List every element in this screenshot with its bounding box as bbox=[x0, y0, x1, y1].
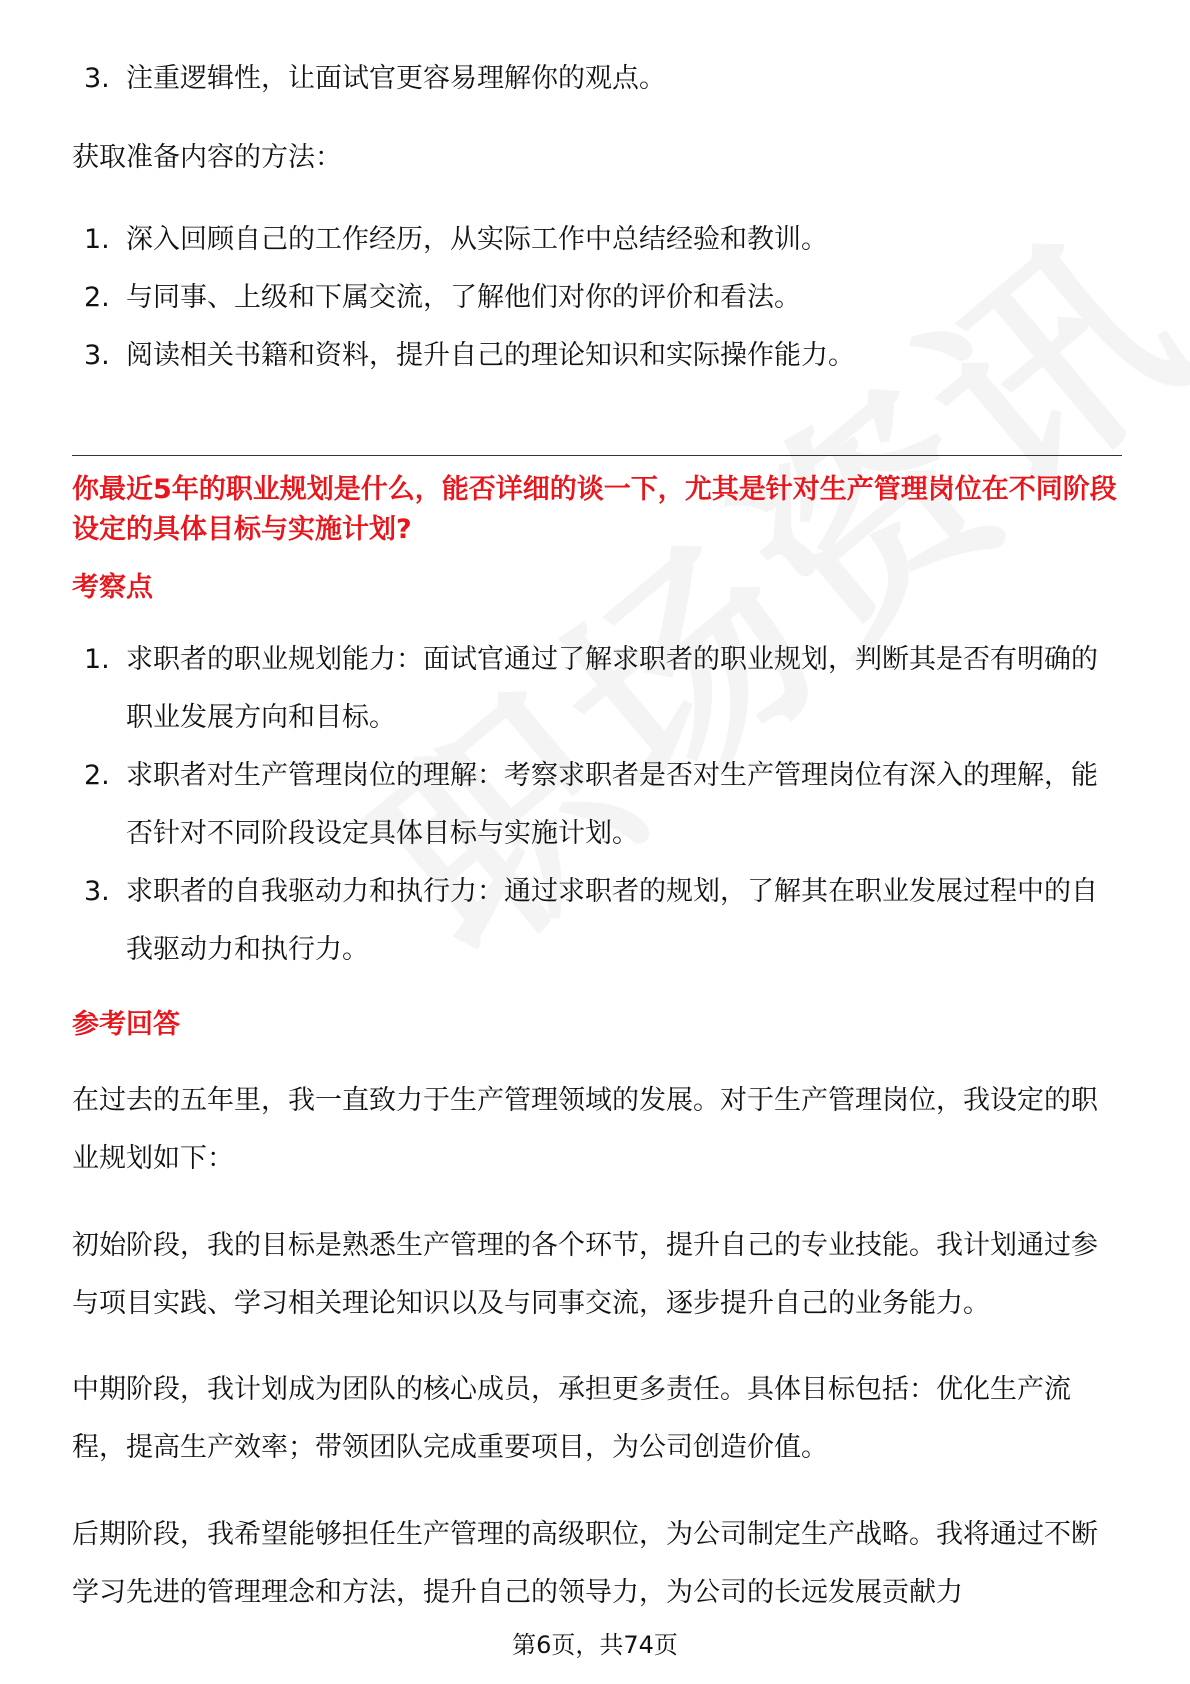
list-item bbox=[72, 863, 1122, 979]
section-divider bbox=[72, 455, 1122, 456]
list-text: 阅读相关书籍和资料，提升自己的理论知识和实际操作能力。 bbox=[126, 340, 855, 371]
list-number: 2. bbox=[84, 282, 110, 313]
list-text: 深入回顾自己的工作经历，从实际工作中总结经验和教训。 bbox=[126, 224, 828, 255]
list-item bbox=[72, 269, 1122, 327]
list-number: 3. bbox=[84, 340, 110, 371]
answer-paragraph: 在过去的五年里，我一直致力于生产管理领域的发展。对于生产管理岗位，我设定的职业规划如下： bbox=[72, 1085, 1098, 1174]
answer-paragraph: 初始阶段，我的目标是熟悉生产管理的各个环节，提升自己的专业技能。我计划通过参与项目实践、学习相关理论知识以及与同事交流，逐步提升自己的业务能力。 bbox=[72, 1230, 1098, 1319]
answer-paragraph: 中期阶段，我计划成为团队的核心成员，承担更多责任。具体目标包括：优化生产流程，提高生产效率；带领团队完成重要项目，为公司创造价值。 bbox=[72, 1374, 1071, 1463]
list-item bbox=[72, 50, 1122, 108]
answer-heading: 参考回答 bbox=[72, 1009, 180, 1040]
intro-list-tail bbox=[72, 50, 1122, 108]
assessment-list bbox=[72, 631, 1122, 979]
list-text: 与同事、上级和下属交流，了解他们对你的评价和看法。 bbox=[126, 282, 801, 313]
list-text: 求职者的职业规划能力：面试官通过了解求职者的职业规划，判断其是否有明确的职业发展方向和目标。 bbox=[126, 644, 1098, 733]
list-number: 1. bbox=[84, 644, 110, 675]
list-text: 求职者的自我驱动力和执行力：通过求职者的规划，了解其在职业发展过程中的自我驱动力和执行力。 bbox=[126, 876, 1098, 965]
list-number: 3. bbox=[84, 876, 110, 907]
list-number: 2. bbox=[84, 760, 110, 791]
list-item bbox=[72, 327, 1122, 385]
list-text: 求职者对生产管理岗位的理解：考察求职者是否对生产管理岗位有深入的理解，能否针对不同阶段设定具体目标与实施计划。 bbox=[126, 760, 1098, 849]
prep-methods-list bbox=[72, 211, 1122, 385]
prep-methods-heading: 获取准备内容的方法： bbox=[72, 142, 342, 173]
list-item bbox=[72, 747, 1122, 863]
assessment-heading: 考察点 bbox=[72, 572, 153, 603]
list-text: 注重逻辑性，让面试官更容易理解你的观点。 bbox=[126, 63, 666, 94]
page-footer: 第6页，共74页 bbox=[512, 1631, 678, 1659]
list-item bbox=[72, 211, 1122, 269]
list-number: 1. bbox=[84, 224, 110, 255]
question-title: 你最近5年的职业规划是什么，能否详细的谈一下，尤其是针对生产管理岗位在不同阶段设定的具体目标与实施计划? bbox=[72, 474, 1117, 545]
answer-paragraph: 后期阶段，我希望能够担任生产管理的高级职位，为公司制定生产战略。我将通过不断学习先进的管理理念和方法，提升自己的领导力，为公司的长远发展贡献力 bbox=[72, 1519, 1098, 1608]
list-item bbox=[72, 631, 1122, 747]
list-number: 3. bbox=[84, 63, 110, 94]
